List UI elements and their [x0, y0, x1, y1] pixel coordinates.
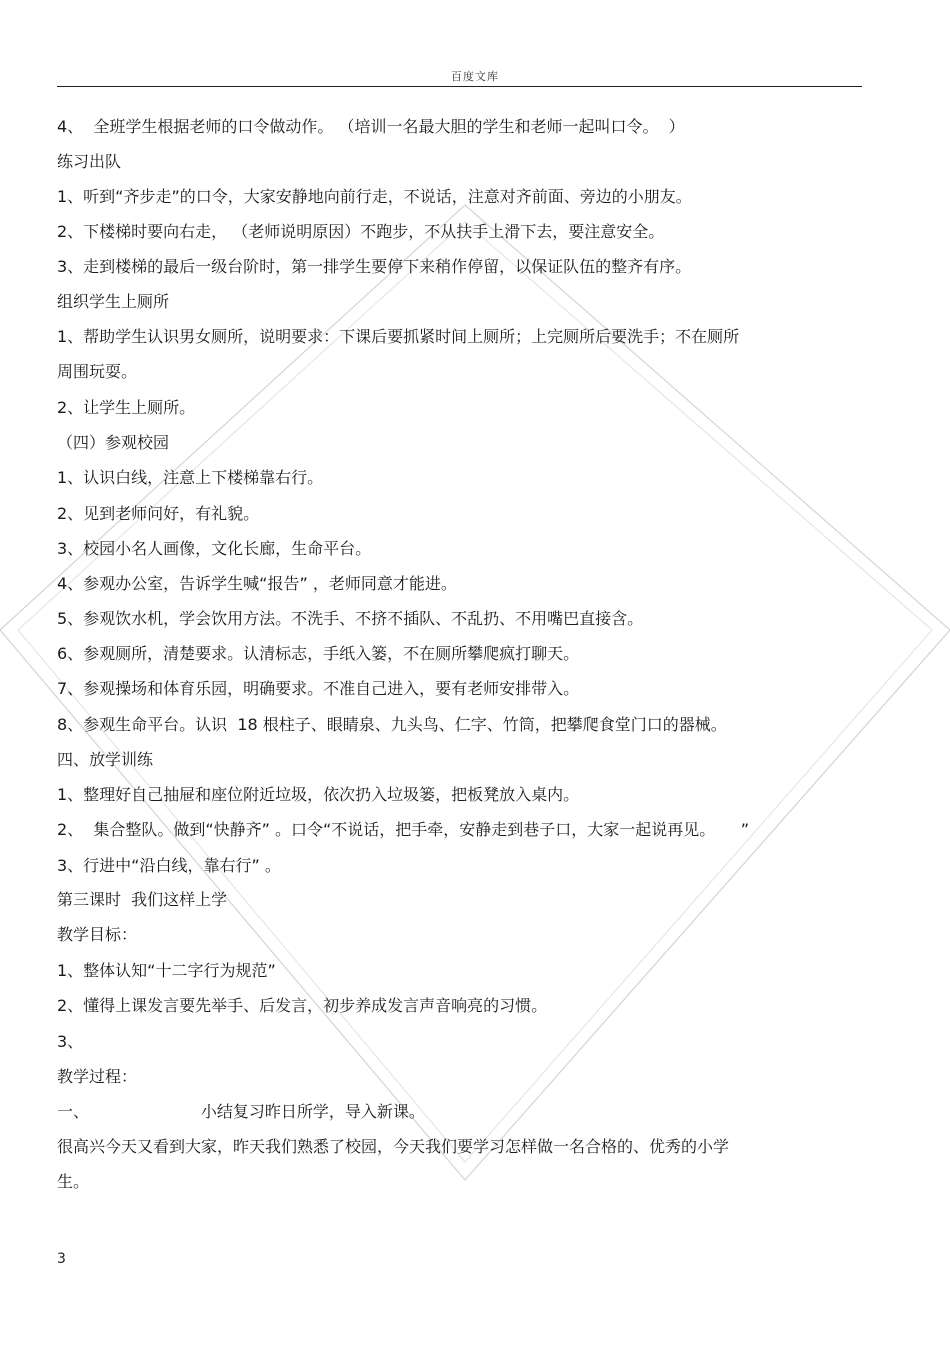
- body-line: 2、 集合整队。做到“快静齐” 。口令“不说话，把手牵，安静走到巷子口，大家一起说再见。 ”: [57, 820, 750, 839]
- body-line: 4、参观办公室，告诉学生喊“报告” ，老师同意才能进。: [57, 574, 457, 593]
- body-line: 1、整体认知“十二字行为规范”: [57, 961, 276, 980]
- document-header-title: 百度文库: [451, 70, 499, 83]
- body-line: 1、听到“齐步走”的口令，大家安静地向前行走，不说话，注意对齐前面、旁边的小朋友。: [57, 187, 692, 206]
- section-heading: 第三课时 我们这样上学: [57, 890, 228, 909]
- body-line: 3、行进中“沿白线，靠右行” 。: [57, 856, 281, 875]
- body-line: 6、参观厕所，清楚要求。认清标志，手纸入篓，不在厕所攀爬疯打聊天。: [57, 644, 580, 663]
- page-number: 3: [57, 1251, 66, 1267]
- body-line: 一、 小结复习昨日所学，导入新课。: [57, 1102, 425, 1121]
- body-line: 2、让学生上厕所。: [57, 398, 196, 417]
- body-line: 8、参观生命平台。认识 18 根柱子、眼睛泉、九头鸟、仁字、竹筒，把攀爬食堂门口的器械。: [57, 715, 727, 734]
- section-heading: 组织学生上厕所: [57, 292, 170, 311]
- body-line: 1、帮助学生认识男女厕所，说明要求：下课后要抓紧时间上厕所；上完厕所后要洗手；不在厕所: [57, 327, 740, 346]
- body-line: 生。: [57, 1172, 90, 1191]
- body-line: 5、参观饮水机，学会饮用方法。不洗手、不挤不插队、不乱扔、不用嘴巴直接含。: [57, 609, 644, 628]
- section-heading: 四、放学训练: [57, 750, 154, 769]
- body-line: 3、校园小名人画像，文化长廊，生命平台。: [57, 539, 372, 558]
- body-line: 2、见到老师问好，有礼貌。: [57, 504, 260, 523]
- body-line: 1、认识白线，注意上下楼梯靠右行。: [57, 468, 324, 487]
- body-line: 周围玩耍。: [57, 362, 138, 381]
- body-line: 4、 全班学生根据老师的口令做动作。 （培训一名最大胆的学生和老师一起叫口令。 ）: [57, 117, 685, 136]
- section-heading: 教学目标：: [57, 925, 138, 944]
- section-heading: 教学过程：: [57, 1067, 138, 1086]
- body-line: 很高兴今天又看到大家，昨天我们熟悉了校园，今天我们要学习怎样做一名合格的、优秀的小学: [57, 1137, 730, 1156]
- body-line: 练习出队: [57, 152, 122, 171]
- body-line: 2、懂得上课发言要先举手、后发言，初步养成发言声音响亮的习惯。: [57, 996, 548, 1015]
- section-heading: （四）参观校园: [57, 433, 170, 452]
- body-line: 1、整理好自己抽屉和座位附近垃圾，依次扔入垃圾篓，把板凳放入桌内。: [57, 785, 580, 804]
- body-line: 2、下楼梯时要向右走， （老师说明原因）不跑步，不从扶手上滑下去，要注意安全。: [57, 222, 665, 241]
- header-divider: [57, 86, 862, 87]
- body-line: 3、走到楼梯的最后一级台阶时，第一排学生要停下来稍作停留，以保证队伍的整齐有序。: [57, 257, 692, 276]
- body-line: 3、: [57, 1032, 84, 1051]
- body-line: 7、参观操场和体育乐园，明确要求。不准自己进入，要有老师安排带入。: [57, 679, 580, 698]
